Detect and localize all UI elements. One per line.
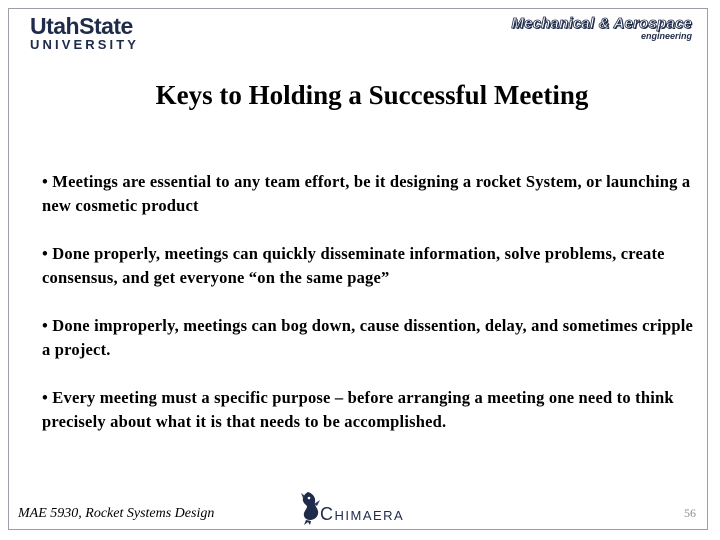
bullet-item: • Every meeting must a specific purpose – before arranging a meeting one need to think precisely about what it is that needs to be accomplished. <box>42 388 674 431</box>
usu-logo-university: UNIVERSITY <box>30 37 140 52</box>
bullet-list <box>42 170 702 458</box>
usu-logo <box>30 15 152 52</box>
chimaera-mascot-icon <box>298 490 322 526</box>
mae-logo-wordmark: Mechanical & Aerospace <box>511 15 692 32</box>
chimaera-logo <box>298 490 418 526</box>
bullet-item: • Done properly, meetings can quickly disseminate information, solve problems, create consensus, and get everyone “on the same page” <box>42 244 665 287</box>
course-footer: MAE 5930, Rocket Systems Design <box>18 506 215 521</box>
mae-logo <box>466 16 696 40</box>
slide-title: Keys to Holding a Successful Meeting <box>155 80 589 110</box>
usu-logo-wordmark: UtahState <box>30 13 133 39</box>
bullet-item: • Done improperly, meetings can bog down, cause dissention, delay, and sometimes cripple a project. <box>42 316 694 359</box>
mae-logo-subtitle: engineering <box>640 31 692 41</box>
page-number: 56 <box>684 506 696 520</box>
chimaera-wordmark: CHIMAERA <box>320 504 405 524</box>
bullet-item: • Meetings are essential to any team effort, be it designing a rocket System, or launching a new cosmetic product <box>42 172 691 215</box>
